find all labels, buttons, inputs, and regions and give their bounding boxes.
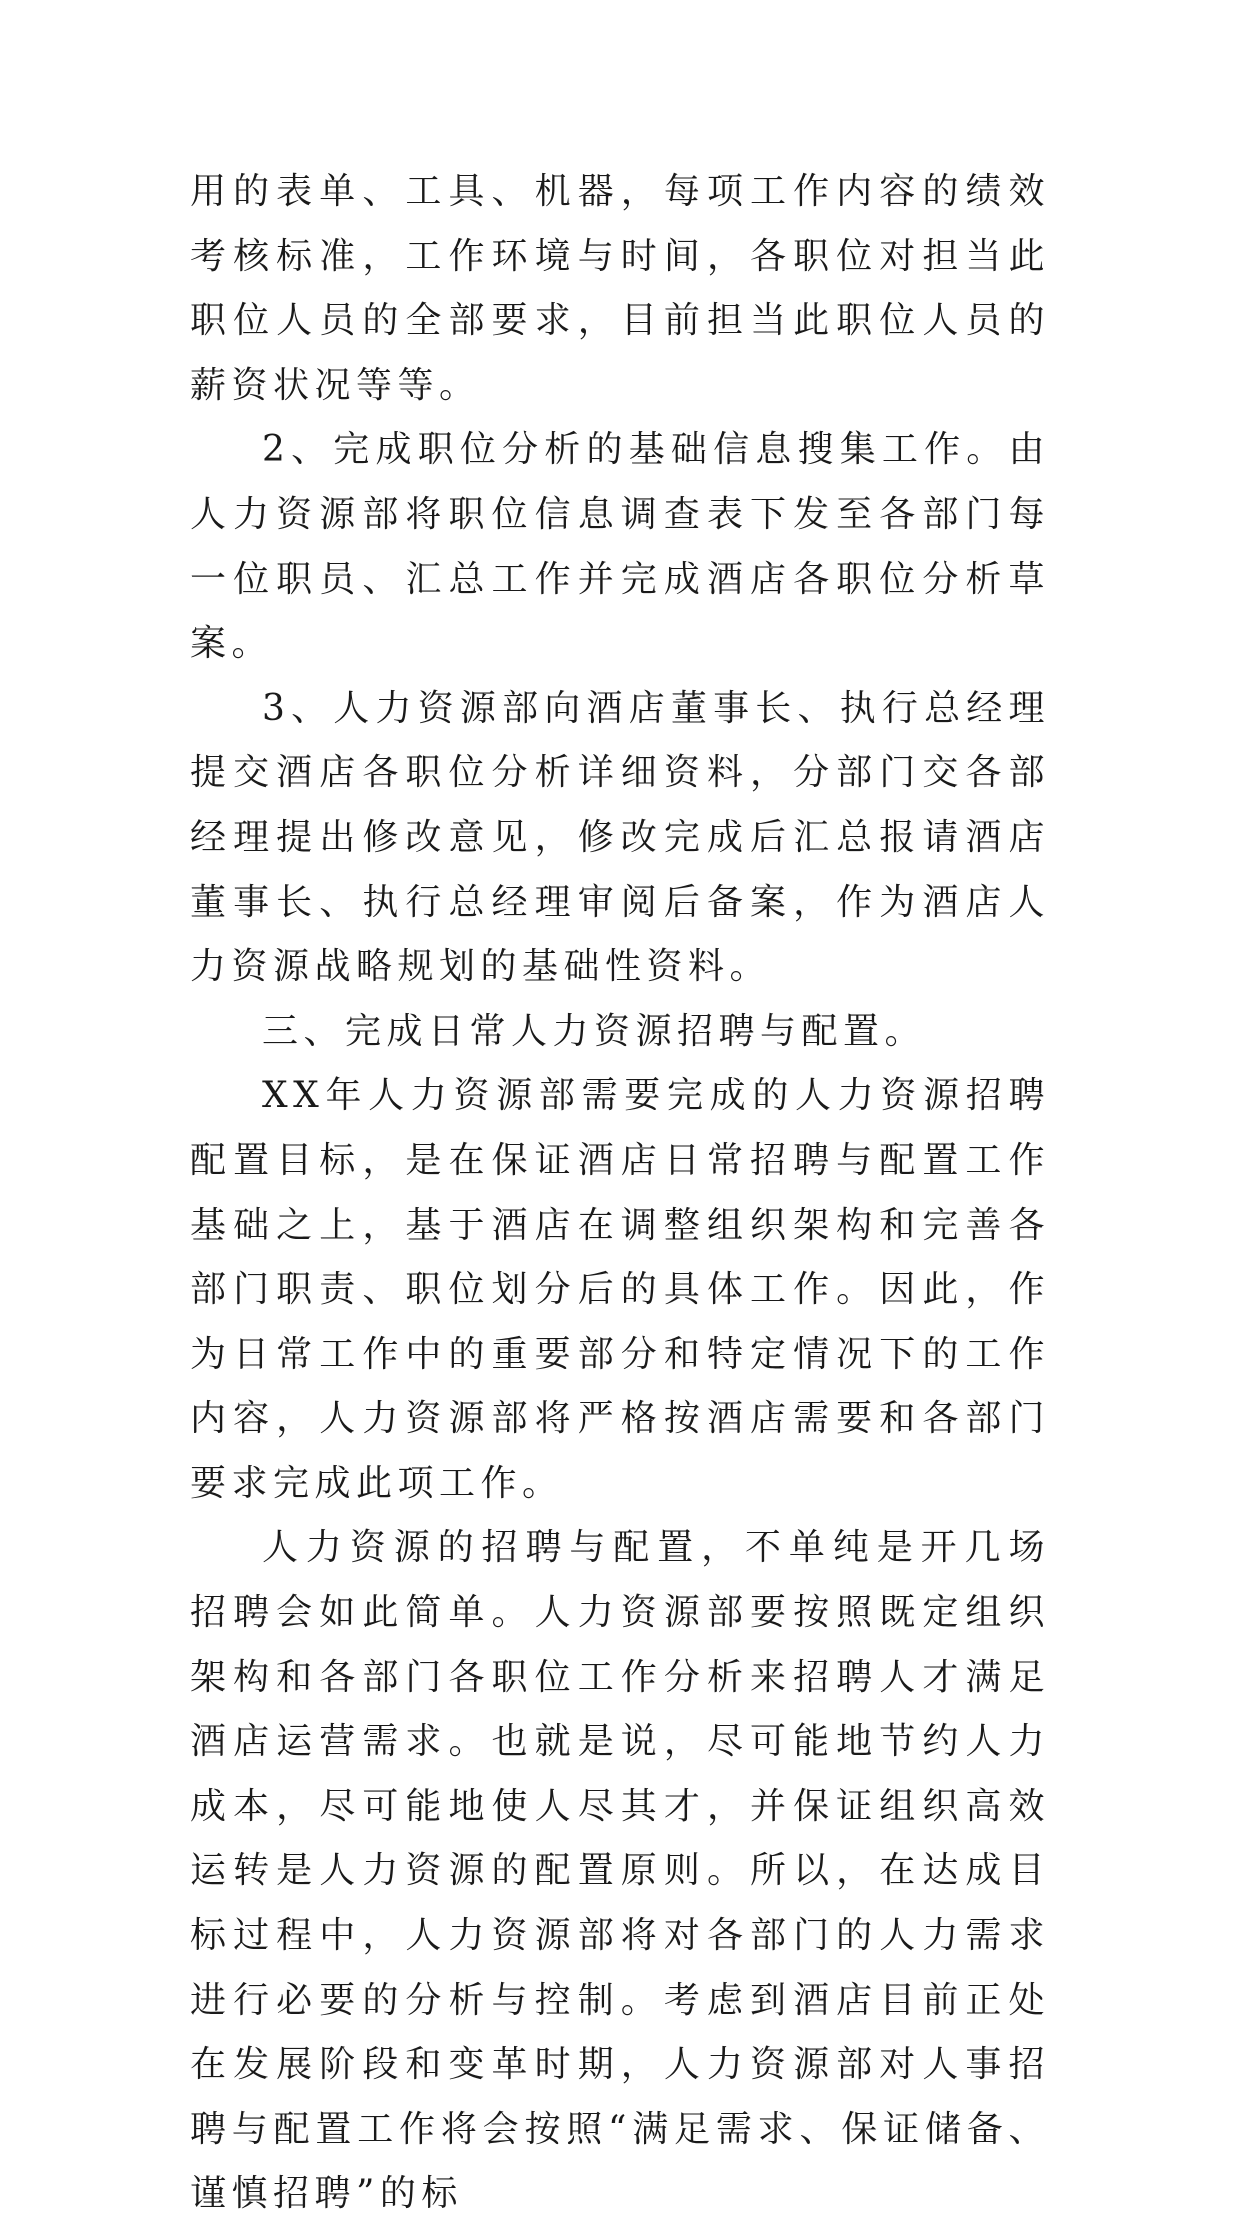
section-heading-3: 三、完成日常人力资源招聘与配置。 (262, 1010, 927, 1052)
paragraph-continuation: 用的表单、工具、机器，每项工作内容的绩效考核标准，工作环境与时间，各职位对担当此职位人员的全部要求，目前担当此职位人员的薪资状况等等。 (190, 171, 1050, 406)
paragraph-item-3: 3、人力资源部向酒店董事长、执行总经理提交酒店各职位分析详细资料，分部门交各部经理提出修改意见，修改完成后汇总报请酒店董事长、执行总经理审阅后备案，作为酒店人力资源战略规划的基础性资料。 (190, 687, 1050, 988)
document-body (190, 160, 1050, 2227)
paragraph-item-2: 2、完成职位分析的基础信息搜集工作。由人力资源部将职位信息调查表下发至各部门每一位职员、汇总工作并完成酒店各职位分析草案。 (190, 429, 1050, 665)
paragraph-recruitment-principle: 人力资源的招聘与配置，不单纯是开几场招聘会如此简单。人力资源部要按照既定组织架构和各部门各职位工作分析来招聘人才满足酒店运营需求。也就是说，尽可能地节约人力成本，尽可能地使人尽其才，并保证组织高效运转是人力资源的配置原则。所以，在达成目标过程中，人力资源部将对各部门的人力需求进行必要的分析与控制。考虑到酒店目前正处在发展阶段和变革时期，人力资源部对人事招聘与配置工作将会按照“满足需求、保证储备、谨慎招聘”的标 (190, 1527, 1050, 2215)
paragraph-recruitment-goal: XX年人力资源部需要完成的人力资源招聘配置目标，是在保证酒店日常招聘与配置工作基础之上，基于酒店在调整组织架构和完善各部门职责、职位划分后的具体工作。因此，作为日常工作中的重要部分和特定情况下的工作内容，人力资源部将严格按酒店需要和各部门要求完成此项工作。 (190, 1075, 1050, 1504)
